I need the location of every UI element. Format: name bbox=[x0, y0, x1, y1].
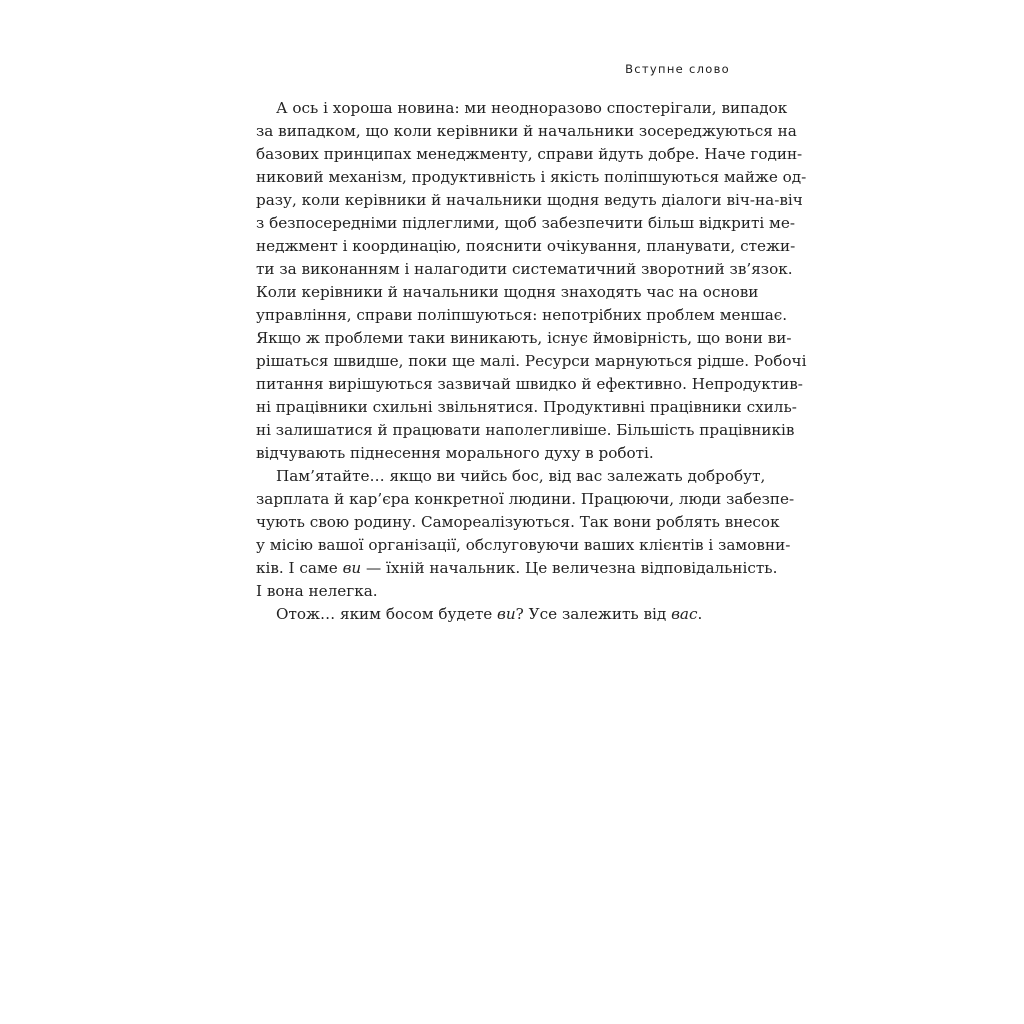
body-text bbox=[256, 97, 807, 626]
paragraph-2 bbox=[256, 465, 795, 603]
text-line: чують свою родину. Самореалізуються. Так вони роблять внесок bbox=[256, 513, 780, 531]
text-line: І вона нелегка. bbox=[256, 582, 378, 600]
emphasis-text: ви bbox=[342, 559, 362, 577]
text-line: управління, справи поліпшуються: непотрібних проблем меншає. bbox=[256, 306, 788, 324]
text-line: відчувають піднесення морального духу в роботі. bbox=[256, 444, 654, 462]
text-line: за випадком, що коли керівники й начальники зосереджуються на bbox=[256, 122, 797, 140]
text-run: . bbox=[697, 605, 703, 623]
text-line-with-emphasis bbox=[256, 557, 778, 580]
text-line: у місію вашої організації, обслуговуючи ваших клієнтів і замовни- bbox=[256, 536, 791, 554]
text-run: ? Усе залежить від bbox=[515, 605, 672, 623]
emphasis-text: ви bbox=[497, 605, 516, 623]
text-line: никовий механізм, продуктивність і якість поліпшуються майже од- bbox=[256, 168, 807, 186]
text-line: базових принципах менеджменту, справи йдуть добре. Наче годин- bbox=[256, 145, 803, 163]
paragraph-1 bbox=[256, 97, 807, 465]
text-line: з безпосередніми підлеглими, щоб забезпечити більш відкриті ме- bbox=[256, 214, 795, 232]
emphasis-text: вас bbox=[671, 605, 698, 623]
paragraph-3 bbox=[256, 603, 758, 626]
text-line: рішаться швидше, поки ще малі. Ресурси марнуються рідше. Робочі bbox=[256, 352, 807, 370]
running-head: Вступне слово bbox=[625, 62, 730, 76]
text-run: ків. І саме bbox=[256, 559, 343, 577]
text-line: Коли керівники й начальники щодня знаходять час на основи bbox=[256, 283, 759, 301]
text-line: ні працівники схильні звільнятися. Продуктивні працівники схиль- bbox=[256, 398, 797, 416]
text-line: Якщо ж проблеми таки виникають, існує ймовірність, що вони ви- bbox=[256, 329, 792, 347]
text-line: А ось і хороша новина: ми неодноразово спостерігали, випадок bbox=[276, 99, 788, 117]
text-line: зарплата й кар’єра конкретної людини. Працюючи, люди забезпе- bbox=[256, 490, 795, 508]
text-line: разу, коли керівники й начальники щодня ведуть діалоги віч-на-віч bbox=[256, 191, 803, 209]
text-line: питання вирішуються зазвичай швидко й ефективно. Непродуктив- bbox=[256, 375, 803, 393]
text-line: неджмент і координацію, пояснити очікування, планувати, стежи- bbox=[256, 237, 796, 255]
text-run: Отож… яким босом будете bbox=[276, 605, 498, 623]
text-line: ні залишатися й працювати наполегливіше. Більшість працівників bbox=[256, 421, 795, 439]
text-line-with-emphasis bbox=[256, 603, 758, 626]
text-run: — їхній начальник. Це величезна відповідальність. bbox=[361, 559, 778, 577]
text-line: Пам’ятайте… якщо ви чийсь бос, від вас залежать добробут, bbox=[276, 467, 766, 485]
text-line: ти за виконанням і налагодити систематичний зворотний зв’язок. bbox=[256, 260, 793, 278]
